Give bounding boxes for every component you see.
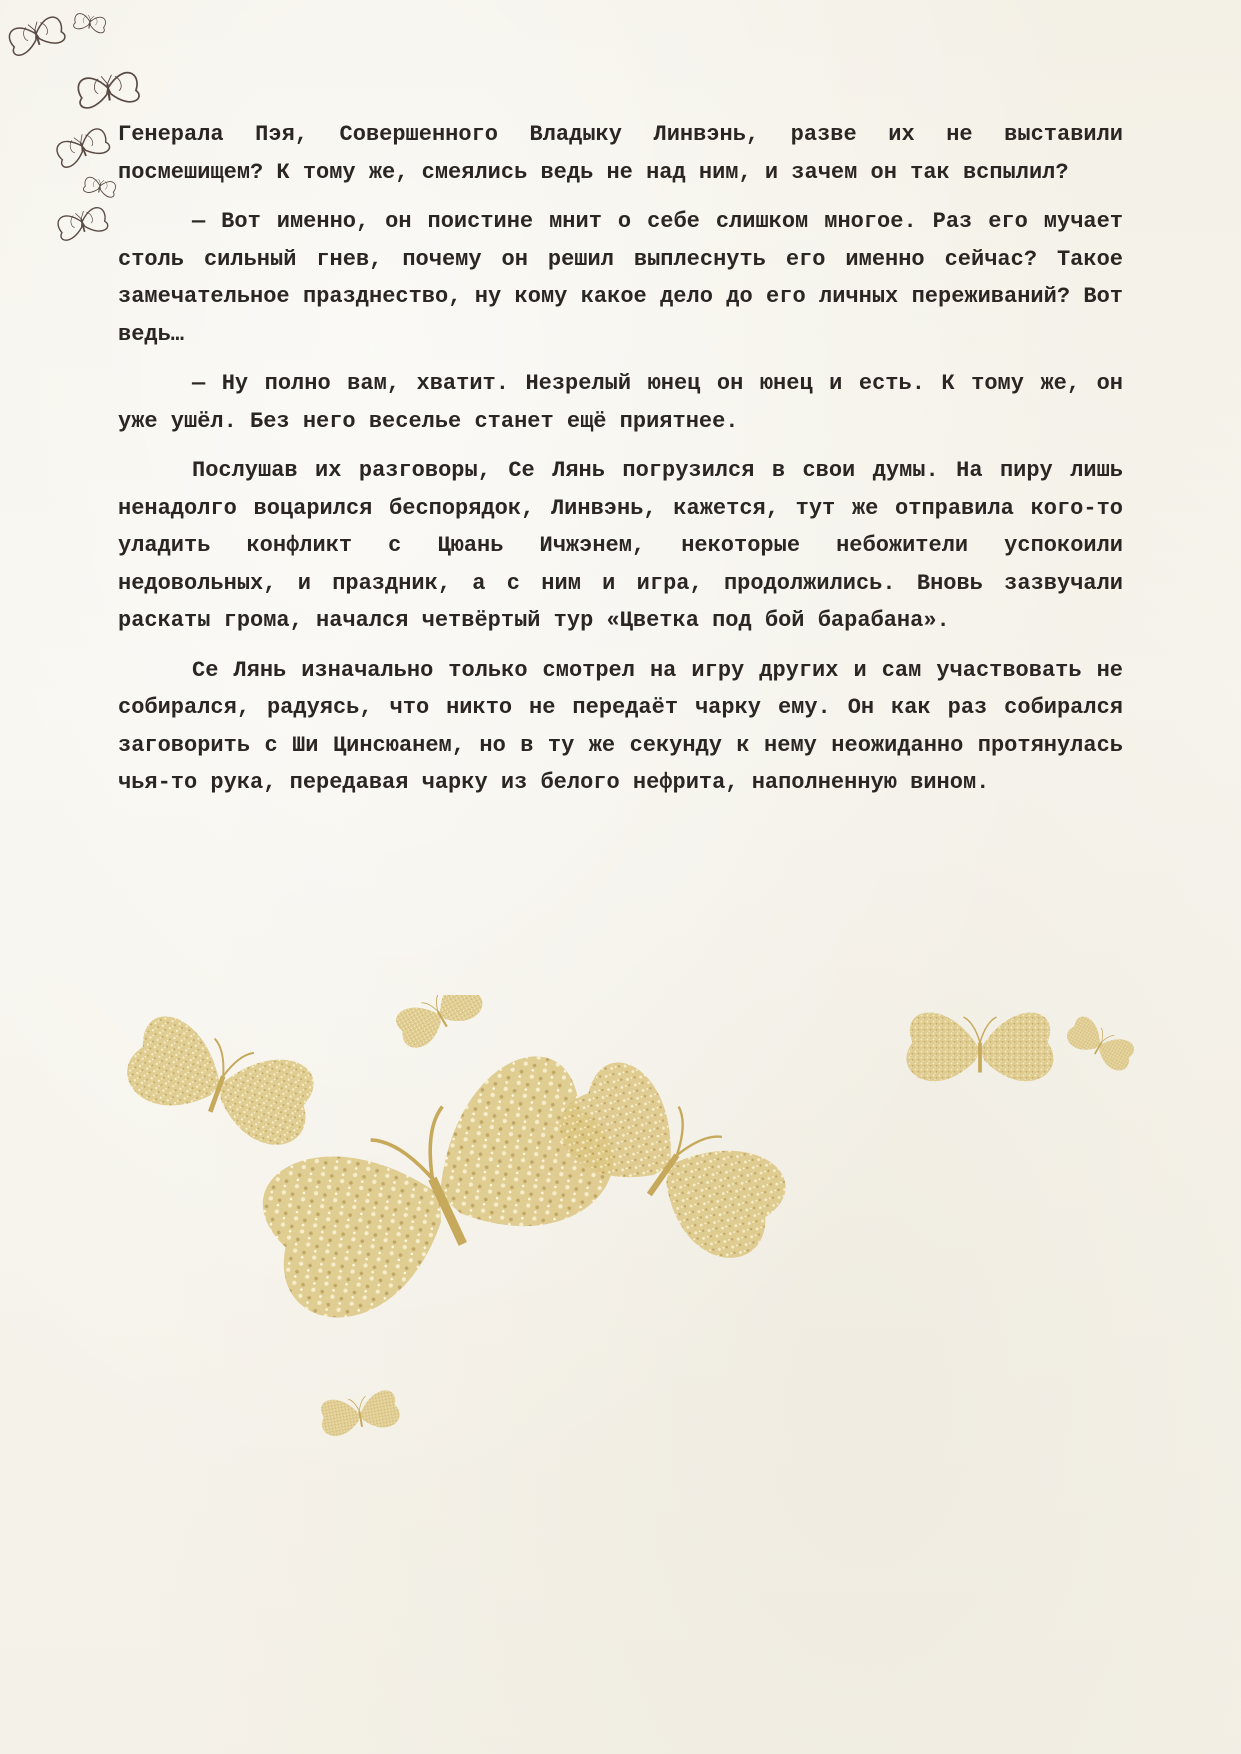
paragraph-1: Генерала Пэя, Совершенного Владыку Линвэнь, разве их не выставили посмешищем? К тому же, смеялись ведь не над ним, и зачем он так вспылил?	[118, 122, 1123, 185]
butterfly-icon	[56, 206, 109, 242]
gold-butterfly-icon	[545, 1048, 801, 1273]
butterfly-icon	[83, 176, 117, 198]
paragraph-5: Се Лянь изначально только смотрел на игру других и сам участвовать не собирался, радуясь, что никто не передаёт чарку ему. Он как раз собирался заговорить с Ши Цинсюанем, но в ту же секунду к нему неожиданно протянулась чья-то рука, передавая чарку из белого нефрита, наполненную вином.	[118, 657, 1123, 795]
paragraph-3: — Ну полно вам, хватит. Незрелый юнец он юнец и есть. К тому же, он уже ушёл. Без него веселье станет ещё приятнее.	[118, 371, 1123, 434]
chapter-text	[118, 116, 1123, 814]
gold-butterfly-icon	[119, 1009, 324, 1155]
butterfly-icon	[54, 126, 111, 169]
butterfly-icon	[77, 71, 140, 108]
gold-butterfly-cluster	[110, 995, 1140, 1495]
butterfly-icon	[7, 15, 66, 57]
gold-butterfly-icon	[391, 995, 488, 1053]
gold-butterfly-icon	[1063, 1013, 1138, 1075]
butterfly-icon	[73, 13, 106, 34]
paragraph-4: Послушав их разговоры, Се Лянь погрузился в свои думы. На пиру лишь ненадолго воцарился беспорядок, Линвэнь, кажется, тут же отправила кого-то уладить конфликт с Цюань Ичжэнем, некоторые небожители успокоили недовольных, и праздник, а с ним и игра, продолжились. Вновь зазвучали раскаты грома, начался четвёртый тур «Цветка под бой барабана».	[118, 458, 1123, 633]
gold-butterfly-icon	[318, 1388, 402, 1438]
gold-butterfly-icon	[906, 1013, 1053, 1082]
paragraph-2: — Вот именно, он поистине мнит о себе слишком многое. Раз его мучает столь сильный гнев, почему он решил выплеснуть его именно сейчас? Такое замечательное празднество, ну кому какое дело до его личных переживаний? Вот ведь…	[118, 209, 1123, 347]
